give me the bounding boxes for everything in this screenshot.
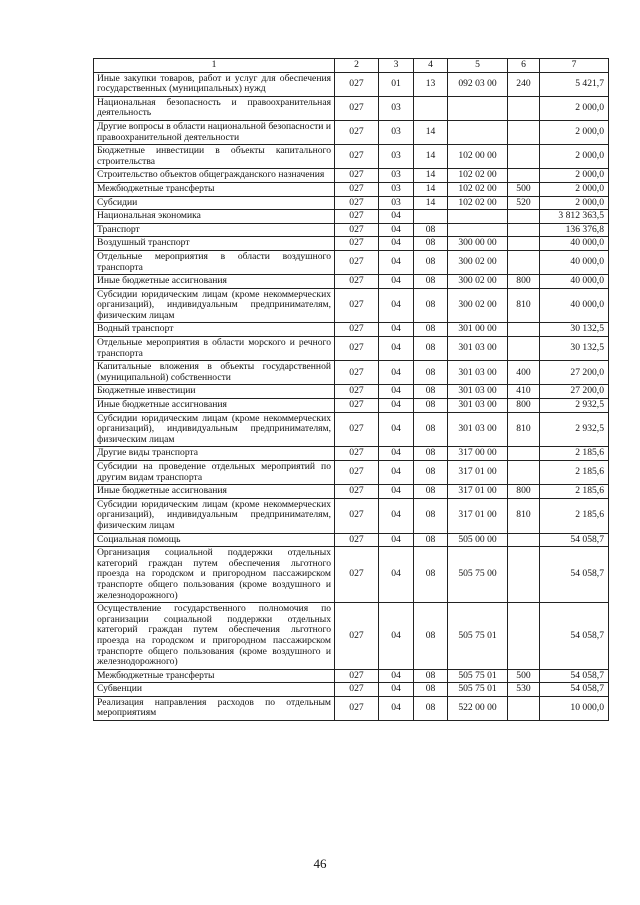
code-target-cell: 505 75 01 bbox=[448, 669, 508, 683]
code-expense-cell: 520 bbox=[508, 196, 540, 210]
code-subsection-cell: 08 bbox=[414, 461, 448, 485]
code-expense-cell bbox=[508, 323, 540, 337]
item-name-cell: Транспорт bbox=[94, 223, 335, 237]
code-target-cell bbox=[448, 210, 508, 224]
code-expense-cell: 800 bbox=[508, 485, 540, 499]
code-target-cell: 300 00 00 bbox=[448, 237, 508, 251]
amount-cell: 40 000,0 bbox=[540, 288, 609, 323]
code-target-cell bbox=[448, 96, 508, 120]
code-subsection-cell: 08 bbox=[414, 547, 448, 603]
header-cell: 4 bbox=[414, 59, 448, 73]
amount-cell: 2 000,0 bbox=[540, 145, 609, 169]
code-subsection-cell: 14 bbox=[414, 182, 448, 196]
amount-cell: 54 058,7 bbox=[540, 547, 609, 603]
item-name-cell: Субсидии юридическим лицам (кроме некоммерческих организаций), индивидуальным предпринимателям, физическим лицам bbox=[94, 498, 335, 533]
table-row bbox=[94, 696, 609, 720]
code-section-cell: 04 bbox=[379, 485, 414, 499]
code-target-cell: 505 00 00 bbox=[448, 533, 508, 547]
code-subsection-cell: 08 bbox=[414, 533, 448, 547]
amount-cell: 2 000,0 bbox=[540, 182, 609, 196]
code-admin-cell: 027 bbox=[335, 669, 379, 683]
code-target-cell bbox=[448, 120, 508, 144]
code-subsection-cell: 13 bbox=[414, 72, 448, 96]
amount-cell: 2 000,0 bbox=[540, 120, 609, 144]
code-subsection-cell bbox=[414, 210, 448, 224]
code-target-cell: 505 75 01 bbox=[448, 683, 508, 697]
code-target-cell: 317 00 00 bbox=[448, 447, 508, 461]
code-section-cell: 03 bbox=[379, 145, 414, 169]
item-name-cell: Иные закупки товаров, работ и услуг для обеспечения государственных (муниципальных) нужд bbox=[94, 72, 335, 96]
code-admin-cell: 027 bbox=[335, 223, 379, 237]
budget-table bbox=[93, 58, 609, 721]
item-name-cell: Иные бюджетные ассигнования bbox=[94, 275, 335, 289]
item-name-cell: Субсидии юридическим лицам (кроме некоммерческих организаций), индивидуальным предпринимателям, физическим лицам bbox=[94, 288, 335, 323]
code-target-cell bbox=[448, 223, 508, 237]
code-section-cell: 04 bbox=[379, 461, 414, 485]
code-expense-cell bbox=[508, 533, 540, 547]
item-name-cell: Субсидии bbox=[94, 196, 335, 210]
table-row bbox=[94, 223, 609, 237]
amount-cell: 40 000,0 bbox=[540, 237, 609, 251]
item-name-cell: Бюджетные инвестиции bbox=[94, 385, 335, 399]
table-row bbox=[94, 96, 609, 120]
table-row bbox=[94, 337, 609, 361]
code-section-cell: 04 bbox=[379, 399, 414, 413]
code-admin-cell: 027 bbox=[335, 237, 379, 251]
item-name-cell: Строительство объектов общегражданского назначения bbox=[94, 169, 335, 183]
code-subsection-cell: 08 bbox=[414, 385, 448, 399]
code-target-cell: 301 03 00 bbox=[448, 412, 508, 447]
code-target-cell: 301 00 00 bbox=[448, 323, 508, 337]
code-expense-cell bbox=[508, 461, 540, 485]
page-number: 46 bbox=[313, 856, 327, 871]
code-section-cell: 04 bbox=[379, 603, 414, 670]
amount-cell: 54 058,7 bbox=[540, 603, 609, 670]
item-name-cell: Национальная экономика bbox=[94, 210, 335, 224]
header-cell: 3 bbox=[379, 59, 414, 73]
item-name-cell: Организация социальной поддержки отдельных категорий граждан путем обеспечения льготного проезда на городском и пригородном пассажирском транспорте общего пользования (кроме воздушного и железнодорожного) bbox=[94, 547, 335, 603]
code-target-cell: 300 02 00 bbox=[448, 288, 508, 323]
item-name-cell: Иные бюджетные ассигнования bbox=[94, 399, 335, 413]
amount-cell: 10 000,0 bbox=[540, 696, 609, 720]
code-expense-cell bbox=[508, 96, 540, 120]
code-admin-cell: 027 bbox=[335, 683, 379, 697]
amount-cell: 30 132,5 bbox=[540, 337, 609, 361]
amount-cell: 136 376,8 bbox=[540, 223, 609, 237]
code-admin-cell: 027 bbox=[335, 250, 379, 274]
code-section-cell: 04 bbox=[379, 547, 414, 603]
code-subsection-cell: 08 bbox=[414, 237, 448, 251]
amount-cell: 3 812 363,5 bbox=[540, 210, 609, 224]
code-section-cell: 04 bbox=[379, 223, 414, 237]
amount-cell: 2 000,0 bbox=[540, 96, 609, 120]
code-admin-cell: 027 bbox=[335, 337, 379, 361]
code-admin-cell: 027 bbox=[335, 399, 379, 413]
item-name-cell: Субсидии юридическим лицам (кроме некоммерческих организаций), индивидуальным предпринимателям, физическим лицам bbox=[94, 412, 335, 447]
code-expense-cell bbox=[508, 696, 540, 720]
code-target-cell: 300 02 00 bbox=[448, 275, 508, 289]
code-admin-cell: 027 bbox=[335, 461, 379, 485]
code-expense-cell bbox=[508, 603, 540, 670]
table-row bbox=[94, 250, 609, 274]
item-name-cell: Другие виды транспорта bbox=[94, 447, 335, 461]
code-subsection-cell: 08 bbox=[414, 683, 448, 697]
code-section-cell: 04 bbox=[379, 323, 414, 337]
item-name-cell: Межбюджетные трансферты bbox=[94, 669, 335, 683]
code-subsection-cell: 08 bbox=[414, 669, 448, 683]
code-expense-cell: 800 bbox=[508, 399, 540, 413]
header-cell: 6 bbox=[508, 59, 540, 73]
code-admin-cell: 027 bbox=[335, 120, 379, 144]
table-row bbox=[94, 237, 609, 251]
code-section-cell: 04 bbox=[379, 412, 414, 447]
item-name-cell: Другие вопросы в области национальной безопасности и правоохранительной деятельности bbox=[94, 120, 335, 144]
amount-cell: 5 421,7 bbox=[540, 72, 609, 96]
code-admin-cell: 027 bbox=[335, 447, 379, 461]
code-target-cell: 102 02 00 bbox=[448, 169, 508, 183]
table-row bbox=[94, 196, 609, 210]
code-target-cell: 505 75 00 bbox=[448, 547, 508, 603]
code-section-cell: 04 bbox=[379, 385, 414, 399]
code-subsection-cell: 08 bbox=[414, 275, 448, 289]
code-target-cell: 317 01 00 bbox=[448, 461, 508, 485]
code-section-cell: 04 bbox=[379, 288, 414, 323]
code-admin-cell: 027 bbox=[335, 288, 379, 323]
code-section-cell: 04 bbox=[379, 533, 414, 547]
table-row bbox=[94, 669, 609, 683]
code-subsection-cell: 08 bbox=[414, 447, 448, 461]
table-row bbox=[94, 385, 609, 399]
header-cell: 5 bbox=[448, 59, 508, 73]
code-admin-cell: 027 bbox=[335, 210, 379, 224]
table-row bbox=[94, 323, 609, 337]
header-cell: 1 bbox=[94, 59, 335, 73]
code-admin-cell: 027 bbox=[335, 385, 379, 399]
amount-cell: 27 200,0 bbox=[540, 385, 609, 399]
table-row bbox=[94, 447, 609, 461]
code-expense-cell bbox=[508, 223, 540, 237]
amount-cell: 54 058,7 bbox=[540, 669, 609, 683]
code-target-cell: 522 00 00 bbox=[448, 696, 508, 720]
code-section-cell: 03 bbox=[379, 120, 414, 144]
table-row bbox=[94, 120, 609, 144]
code-section-cell: 04 bbox=[379, 447, 414, 461]
code-target-cell: 301 03 00 bbox=[448, 399, 508, 413]
amount-cell: 40 000,0 bbox=[540, 275, 609, 289]
code-subsection-cell: 08 bbox=[414, 399, 448, 413]
code-target-cell: 317 01 00 bbox=[448, 485, 508, 499]
item-name-cell: Субсидии на проведение отдельных мероприятий по другим видам транспорта bbox=[94, 461, 335, 485]
amount-cell: 2 000,0 bbox=[540, 169, 609, 183]
code-expense-cell: 810 bbox=[508, 412, 540, 447]
code-section-cell: 04 bbox=[379, 275, 414, 289]
code-subsection-cell: 08 bbox=[414, 603, 448, 670]
code-subsection-cell: 08 bbox=[414, 498, 448, 533]
code-section-cell: 04 bbox=[379, 498, 414, 533]
code-subsection-cell: 08 bbox=[414, 337, 448, 361]
code-section-cell: 03 bbox=[379, 169, 414, 183]
item-name-cell: Воздушный транспорт bbox=[94, 237, 335, 251]
table-row bbox=[94, 533, 609, 547]
code-section-cell: 04 bbox=[379, 210, 414, 224]
code-target-cell: 301 03 00 bbox=[448, 385, 508, 399]
item-name-cell: Социальная помощь bbox=[94, 533, 335, 547]
item-name-cell: Осуществление государственного полномочия по организации социальной поддержки отдельных категорий граждан путем обеспечения льготного проезда на городском и пригородном пассажирском транспорте общего пользования (кроме воздушного и железнодорожного) bbox=[94, 603, 335, 670]
code-admin-cell: 027 bbox=[335, 96, 379, 120]
code-expense-cell bbox=[508, 145, 540, 169]
amount-cell: 54 058,7 bbox=[540, 683, 609, 697]
amount-cell: 40 000,0 bbox=[540, 250, 609, 274]
table-row bbox=[94, 399, 609, 413]
code-subsection-cell bbox=[414, 96, 448, 120]
table-row bbox=[94, 182, 609, 196]
code-admin-cell: 027 bbox=[335, 196, 379, 210]
code-subsection-cell: 08 bbox=[414, 288, 448, 323]
code-target-cell: 102 02 00 bbox=[448, 196, 508, 210]
code-target-cell: 102 02 00 bbox=[448, 182, 508, 196]
code-subsection-cell: 08 bbox=[414, 250, 448, 274]
table-row bbox=[94, 547, 609, 603]
table-row bbox=[94, 603, 609, 670]
code-section-cell: 01 bbox=[379, 72, 414, 96]
code-admin-cell: 027 bbox=[335, 169, 379, 183]
code-expense-cell: 500 bbox=[508, 669, 540, 683]
code-expense-cell bbox=[508, 120, 540, 144]
header-cell: 2 bbox=[335, 59, 379, 73]
code-admin-cell: 027 bbox=[335, 696, 379, 720]
code-admin-cell: 027 bbox=[335, 182, 379, 196]
item-name-cell: Национальная безопасность и правоохранительная деятельность bbox=[94, 96, 335, 120]
item-name-cell: Отдельные мероприятия в области морского и речного транспорта bbox=[94, 337, 335, 361]
table-row bbox=[94, 288, 609, 323]
code-expense-cell bbox=[508, 237, 540, 251]
amount-cell: 2 932,5 bbox=[540, 399, 609, 413]
table-row bbox=[94, 485, 609, 499]
code-expense-cell bbox=[508, 337, 540, 361]
code-admin-cell: 027 bbox=[335, 485, 379, 499]
code-expense-cell: 400 bbox=[508, 361, 540, 385]
code-section-cell: 03 bbox=[379, 182, 414, 196]
code-admin-cell: 027 bbox=[335, 323, 379, 337]
amount-cell: 27 200,0 bbox=[540, 361, 609, 385]
code-admin-cell: 027 bbox=[335, 547, 379, 603]
code-admin-cell: 027 bbox=[335, 603, 379, 670]
table-row bbox=[94, 145, 609, 169]
code-admin-cell: 027 bbox=[335, 145, 379, 169]
code-section-cell: 04 bbox=[379, 683, 414, 697]
code-expense-cell bbox=[508, 169, 540, 183]
code-expense-cell: 240 bbox=[508, 72, 540, 96]
code-expense-cell: 810 bbox=[508, 288, 540, 323]
item-name-cell: Бюджетные инвестиции в объекты капитального строительства bbox=[94, 145, 335, 169]
code-subsection-cell: 14 bbox=[414, 196, 448, 210]
code-expense-cell bbox=[508, 447, 540, 461]
code-admin-cell: 027 bbox=[335, 412, 379, 447]
code-target-cell: 301 03 00 bbox=[448, 337, 508, 361]
code-target-cell: 301 03 00 bbox=[448, 361, 508, 385]
code-expense-cell: 500 bbox=[508, 182, 540, 196]
item-name-cell: Субвенции bbox=[94, 683, 335, 697]
code-expense-cell: 530 bbox=[508, 683, 540, 697]
code-expense-cell bbox=[508, 547, 540, 603]
code-admin-cell: 027 bbox=[335, 498, 379, 533]
code-expense-cell: 800 bbox=[508, 275, 540, 289]
table-row bbox=[94, 210, 609, 224]
amount-cell: 2 185,6 bbox=[540, 447, 609, 461]
code-target-cell: 317 01 00 bbox=[448, 498, 508, 533]
code-expense-cell: 410 bbox=[508, 385, 540, 399]
header-cell: 7 bbox=[540, 59, 609, 73]
code-subsection-cell: 08 bbox=[414, 412, 448, 447]
code-section-cell: 04 bbox=[379, 361, 414, 385]
header-row bbox=[94, 59, 609, 73]
code-subsection-cell: 08 bbox=[414, 696, 448, 720]
code-expense-cell bbox=[508, 210, 540, 224]
code-section-cell: 04 bbox=[379, 237, 414, 251]
code-section-cell: 03 bbox=[379, 196, 414, 210]
code-subsection-cell: 08 bbox=[414, 223, 448, 237]
code-section-cell: 04 bbox=[379, 669, 414, 683]
code-admin-cell: 027 bbox=[335, 72, 379, 96]
item-name-cell: Водный транспорт bbox=[94, 323, 335, 337]
table-row bbox=[94, 683, 609, 697]
amount-cell: 54 058,7 bbox=[540, 533, 609, 547]
code-admin-cell: 027 bbox=[335, 361, 379, 385]
code-admin-cell: 027 bbox=[335, 275, 379, 289]
code-section-cell: 04 bbox=[379, 337, 414, 361]
code-target-cell: 300 02 00 bbox=[448, 250, 508, 274]
table-row bbox=[94, 498, 609, 533]
amount-cell: 2 932,5 bbox=[540, 412, 609, 447]
item-name-cell: Реализация направления расходов по отдельным мероприятиям bbox=[94, 696, 335, 720]
table-row bbox=[94, 72, 609, 96]
code-subsection-cell: 08 bbox=[414, 323, 448, 337]
code-subsection-cell: 14 bbox=[414, 169, 448, 183]
table-row bbox=[94, 361, 609, 385]
table-row bbox=[94, 412, 609, 447]
code-subsection-cell: 14 bbox=[414, 120, 448, 144]
item-name-cell: Иные бюджетные ассигнования bbox=[94, 485, 335, 499]
item-name-cell: Капитальные вложения в объекты государственной (муниципальной) собственности bbox=[94, 361, 335, 385]
code-section-cell: 04 bbox=[379, 250, 414, 274]
code-section-cell: 04 bbox=[379, 696, 414, 720]
code-target-cell: 505 75 01 bbox=[448, 603, 508, 670]
code-target-cell: 092 03 00 bbox=[448, 72, 508, 96]
amount-cell: 2 185,6 bbox=[540, 485, 609, 499]
code-subsection-cell: 08 bbox=[414, 361, 448, 385]
code-expense-cell bbox=[508, 250, 540, 274]
table-row bbox=[94, 461, 609, 485]
table-row bbox=[94, 169, 609, 183]
code-admin-cell: 027 bbox=[335, 533, 379, 547]
item-name-cell: Отдельные мероприятия в области воздушного транспорта bbox=[94, 250, 335, 274]
code-section-cell: 03 bbox=[379, 96, 414, 120]
code-subsection-cell: 08 bbox=[414, 485, 448, 499]
code-expense-cell: 810 bbox=[508, 498, 540, 533]
amount-cell: 30 132,5 bbox=[540, 323, 609, 337]
item-name-cell: Межбюджетные трансферты bbox=[94, 182, 335, 196]
table-body bbox=[94, 59, 609, 721]
code-subsection-cell: 14 bbox=[414, 145, 448, 169]
amount-cell: 2 185,6 bbox=[540, 498, 609, 533]
code-target-cell: 102 00 00 bbox=[448, 145, 508, 169]
table-row bbox=[94, 275, 609, 289]
amount-cell: 2 000,0 bbox=[540, 196, 609, 210]
amount-cell: 2 185,6 bbox=[540, 461, 609, 485]
